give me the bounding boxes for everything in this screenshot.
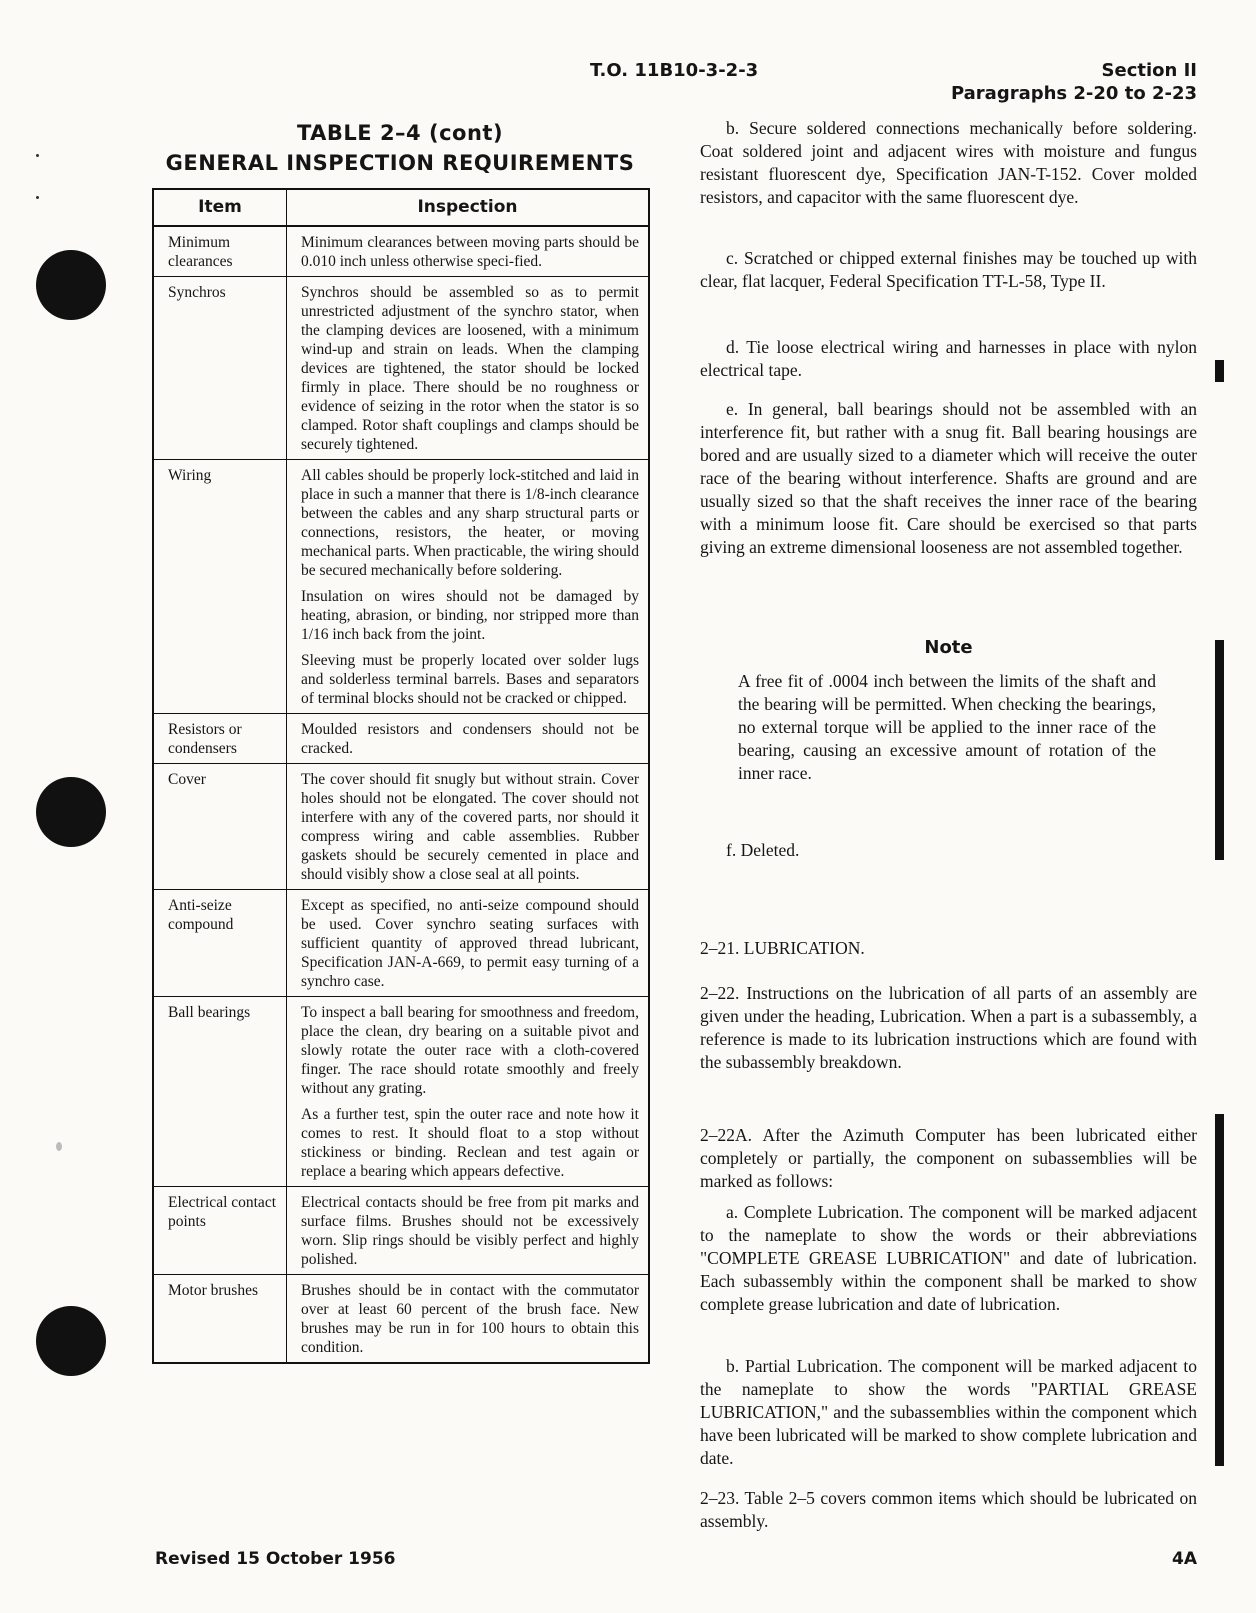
change-bar xyxy=(1215,360,1224,382)
change-bar xyxy=(1215,1114,1224,1466)
inspection-paragraph: Synchros should be assembled so as to permit unrestricted adjustment of the synchro stator, when the clamping devices are loosened, with a minimum wind-up and strain on leads. When the clamping devices are tightened, the stator should be locked firmly in place. There should be no roughness or evidence of seizing in the rotor when the stator is so clamped. Rotor shaft couplings and clamps should be securely tightened. xyxy=(301,284,639,453)
inspection-cell xyxy=(287,226,650,277)
inspection-cell xyxy=(287,997,650,1187)
margin-speck xyxy=(36,196,39,199)
inspection-cell xyxy=(287,764,650,890)
table-row xyxy=(153,714,649,764)
para-2-23: 2–23. Table 2–5 covers common items which should be lubricated on assembly. xyxy=(700,1488,1197,1531)
para-2-22: 2–22. Instructions on the lubrication of all parts of an assembly are given under the heading, Lubrication. When a part is a subassembly, a reference is made to its lubrication instructions which are found with the subassembly breakdown. xyxy=(700,983,1197,1072)
inspection-paragraph: As a further test, spin the outer race and note how it comes to rest. It should float to a stop without stickiness or binding. Reclean and test again or replace a bearing which appears defective. xyxy=(301,1106,639,1180)
inspection-paragraph: Except as specified, no anti-seize compound should be used. Cover synchro seating surfaces with sufficient quantity of approved thread lubricant, Specification JAN-A-669, to permit easy turning of a synchro case. xyxy=(301,897,639,990)
table-row xyxy=(153,997,649,1187)
inspection-paragraph: All cables should be properly lock-stitched and laid in place in such a manner that there is 1/8-inch clearance between the cables and any sharp structural parts or connections, resistors, the heater, or moving mechanical parts. When practicable, the wiring should be secured mechanically before soldering. xyxy=(301,467,639,579)
note-title: Note xyxy=(924,637,973,658)
table-row xyxy=(153,226,649,277)
table-row xyxy=(153,1275,649,1364)
item-cell: Resistors or condensers xyxy=(153,714,287,764)
inspection-cell xyxy=(287,460,650,714)
para-2-22a: 2–22A. After the Azimuth Computer has been lubricated either completely or partially, the component on subassemblies will be marked as follows: xyxy=(700,1125,1197,1191)
para-d: d. Tie loose electrical wiring and harnesses in place with nylon electrical tape. xyxy=(700,337,1197,380)
inspection-cell xyxy=(287,890,650,997)
inspection-paragraph: To inspect a ball bearing for smoothness and freedom, place the clean, dry bearing on a suitable pivot and slowly rotate the outer race with a cloth-covered finger. The race should rotate smoothly and freely without any grating. xyxy=(301,1004,639,1097)
para-e: e. In general, ball bearings should not be assembled with an interference fit, but rather with a snug fit. Ball bearing housings are bored and are usually sized to a diameter which will receive the outer race of the bearing without interference. Shafts are ground and are usually sized so that the shaft receives the inner race of the bearing with a minimum loose fit. Care should be exercised so that parts giving an extreme dimensional looseness are not assembled together. xyxy=(700,399,1197,557)
binder-hole-top xyxy=(36,250,106,320)
table-row xyxy=(153,1187,649,1275)
paragraphs-range: Paragraphs 2-20 to 2-23 xyxy=(950,83,1197,104)
revision-date: Revised 15 October 1956 xyxy=(155,1549,396,1569)
table-row xyxy=(153,890,649,997)
inspection-paragraph: Moulded resistors and condensers should not be cracked. xyxy=(301,721,639,757)
inspection-cell xyxy=(287,1187,650,1275)
table-title: TABLE 2–4 (cont) xyxy=(296,121,504,145)
inspection-paragraph: Brushes should be in contact with the commutator over at least 60 percent of the brush face. New brushes may be run in for 100 hours to obtain this condition. xyxy=(301,1282,639,1356)
item-cell: Synchros xyxy=(153,277,287,460)
binder-hole-bottom xyxy=(36,1306,106,1376)
heading-2-21: 2–21. LUBRICATION. xyxy=(700,938,865,958)
para-c: c. Scratched or chipped external finishes may be touched up with clear, flat lacquer, Federal Specification TT-L-58, Type II. xyxy=(700,248,1197,291)
column-header-inspection: Inspection xyxy=(287,189,650,226)
inspection-paragraph: Electrical contacts should be free from pit marks and surface films. Brushes should not be excessively worn. Slip rings should be visibly perfect and highly polished. xyxy=(301,1194,639,1268)
item-cell: Ball bearings xyxy=(153,997,287,1187)
margin-speck xyxy=(36,154,39,157)
inspection-cell xyxy=(287,714,650,764)
para-b-partial: b. Partial Lubrication. The component will be marked adjacent to the nameplate to show the words "PARTIAL GREASE LUBRICATION," and the subassemblies within the component which have been lubricated will be marked to show complete lubrication and date. xyxy=(700,1356,1197,1468)
table-subtitle: GENERAL INSPECTION REQUIREMENTS xyxy=(165,151,635,175)
para-a-complete: a. Complete Lubrication. The component will be marked adjacent to the nameplate to show the words or their abbreviations "COMPLETE GREASE LUBRICATION" and date of lubrication. Each subassembly within the component shall be marked to show complete grease lubrication and date of lubrication. xyxy=(700,1202,1197,1314)
para-f: f. Deleted. xyxy=(726,840,800,860)
note-body: A free fit of .0004 inch between the limits of the shaft and the bearing will be permitted. When checking the bearings, no external torque will be applied to the inner race of the bearing, causing an excessive amount of rotation of the inner race. xyxy=(738,671,1156,783)
column-header-item: Item xyxy=(153,189,287,226)
table-body xyxy=(153,226,649,1363)
table-row xyxy=(153,764,649,890)
inspection-cell xyxy=(287,277,650,460)
inspection-paragraph: Minimum clearances between moving parts should be 0.010 inch unless otherwise speci-fied. xyxy=(301,234,639,270)
table-header-row xyxy=(153,189,649,226)
item-cell: Anti-seize compound xyxy=(153,890,287,997)
binder-hole-middle xyxy=(36,777,106,847)
table-row xyxy=(153,277,649,460)
inspection-paragraph: Sleeving must be properly located over solder lugs and solderless terminal barrels. Bases and separators of terminal blocks should not be cracked or chipped. xyxy=(301,652,639,707)
item-cell: Wiring xyxy=(153,460,287,714)
page-number: 4A xyxy=(1172,1549,1197,1569)
table-row xyxy=(153,460,649,714)
change-bar xyxy=(1215,640,1224,860)
item-cell: Minimum clearances xyxy=(153,226,287,277)
section-label: Section II xyxy=(1101,60,1197,81)
item-cell: Motor brushes xyxy=(153,1275,287,1364)
inspection-table xyxy=(152,188,650,1364)
item-cell: Electrical contact points xyxy=(153,1187,287,1275)
inspection-paragraph: Insulation on wires should not be damaged by heating, abrasion, or binding, nor stripped more than 1/16 inch back from the joint. xyxy=(301,588,639,643)
margin-speck xyxy=(56,1142,62,1151)
para-b: b. Secure soldered connections mechanically before soldering. Coat soldered joint and adjacent wires with moisture and fungus resistant fluorescent dye, Specification JAN-T-152. Cover molded resistors, and capacitor with the same fluorescent dye. xyxy=(700,118,1197,207)
inspection-cell xyxy=(287,1275,650,1364)
to-number: T.O. 11B10-3-2-3 xyxy=(590,60,759,81)
item-cell: Cover xyxy=(153,764,287,890)
inspection-paragraph: The cover should fit snugly but without strain. Cover holes should not be elongated. The cover should not interfere with any of the covered parts, nor should it compress wiring and cable assemblies. Rubber gaskets should be securely cemented in place and should visibly show a close seal at all points. xyxy=(301,771,639,883)
